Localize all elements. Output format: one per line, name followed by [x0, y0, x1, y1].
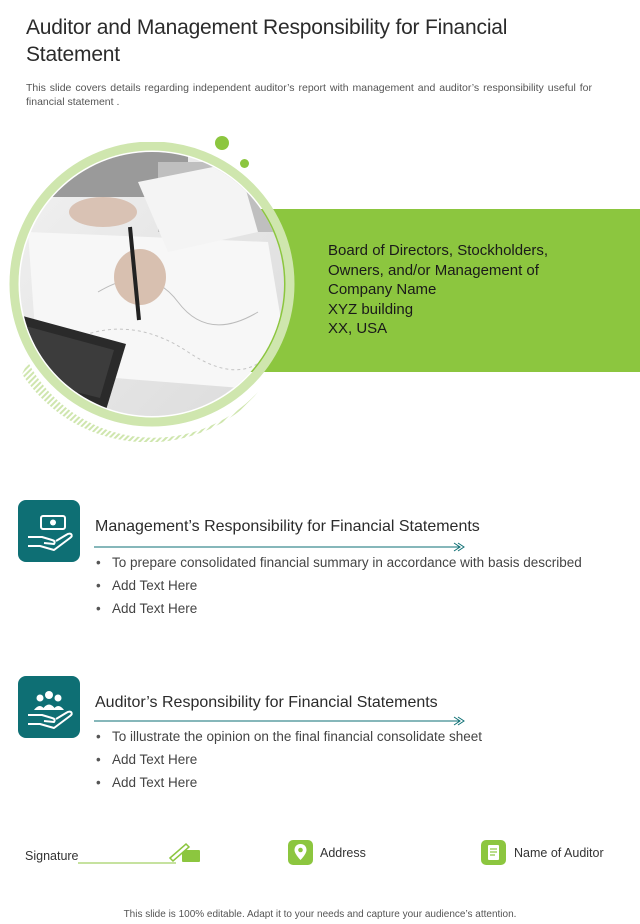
recipient-line: XX, USA — [328, 320, 388, 337]
recipient-line: XYZ building — [328, 300, 414, 318]
page-title: Auditor and Management Responsibility for Financial Statement — [26, 16, 508, 66]
recipient-line: Board of Directors, Stockholders, — [328, 242, 549, 259]
list-item: • To illustrate the opinion on the final financial consolidate sheet — [94, 725, 482, 748]
management-responsibility-heading: Management’s Responsibility for Financial Statements — [95, 518, 480, 535]
hand-holding-money-icon — [18, 500, 80, 562]
location-pin-icon — [288, 840, 313, 865]
signature-line — [78, 840, 202, 866]
management-bullet-list — [94, 551, 582, 620]
list-item: • To prepare consolidated financial summary in accordance with basis described — [94, 551, 582, 574]
auditor-bullet-list — [94, 725, 482, 794]
list-item: • Add Text Here — [94, 748, 482, 771]
recipient-line: Owners, and/or Management of — [328, 261, 539, 279]
address-label: Address — [320, 846, 366, 860]
auditor-name-label: Name of Auditor — [514, 846, 604, 860]
recipient-line: Company Name — [328, 281, 437, 298]
signature-label: Signature — [25, 849, 79, 863]
recipient-address-block — [328, 241, 548, 339]
page-subtitle: This slide covers details regarding independent auditor’s report with management and auditor’s responsibility useful for financial statement . — [26, 82, 592, 108]
editable-note: This slide is 100% editable. Adapt it to your needs and capture your audience’s attention. — [123, 909, 517, 920]
list-item: • Add Text Here — [94, 574, 582, 597]
list-item: • Add Text Here — [94, 771, 482, 794]
hand-holding-people-icon — [18, 676, 80, 738]
list-item: • Add Text Here — [94, 597, 582, 620]
auditor-responsibility-heading: Auditor’s Responsibility for Financial Statements — [95, 694, 438, 711]
document-list-icon — [481, 840, 506, 865]
signing-document-photo — [8, 142, 308, 442]
